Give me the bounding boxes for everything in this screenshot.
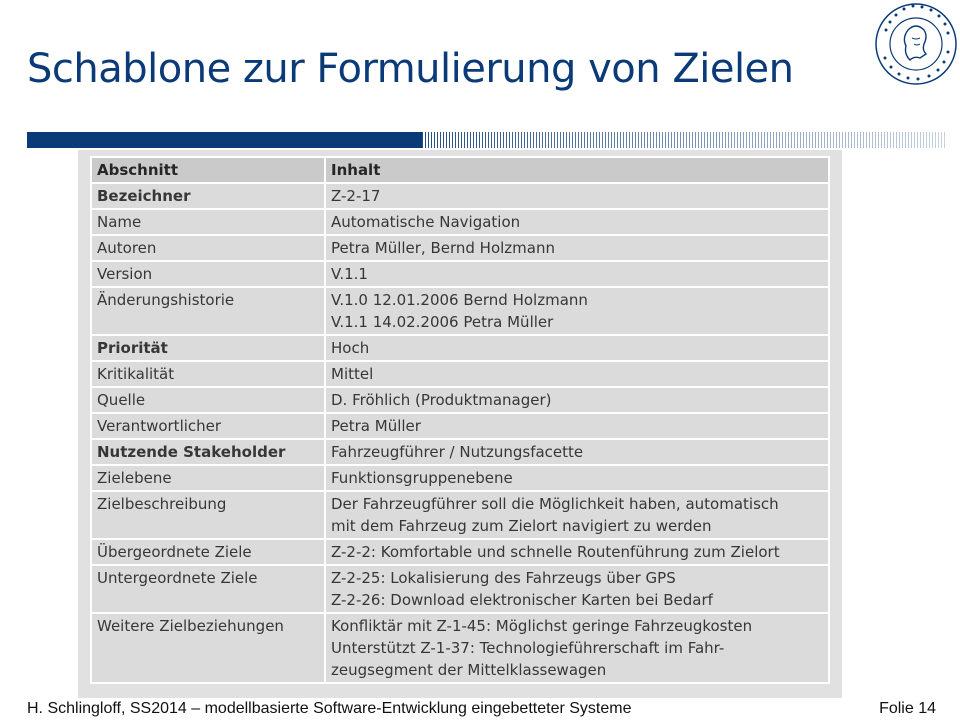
row-content: [325, 491, 829, 539]
table-row: [91, 387, 829, 413]
table-row: [91, 539, 829, 565]
row-content: [325, 235, 829, 261]
table-row: [91, 361, 829, 387]
row-content: [325, 209, 829, 235]
content-line: Funktionsgruppenebene: [331, 469, 513, 487]
row-label: Name: [91, 209, 325, 235]
content-line: Unterstützt Z-1-37: Technologieführerschaft im Fahr-: [331, 639, 725, 657]
content-line: V.1.0 12.01.2006 Bernd Holzmann: [331, 291, 588, 309]
row-content: [325, 183, 829, 209]
row-label: Quelle: [91, 387, 325, 413]
table-row: [91, 565, 829, 613]
header-divider: [27, 132, 947, 148]
row-label: Bezeichner: [91, 183, 325, 209]
content-line: Mittel: [331, 365, 374, 383]
table-row: [91, 413, 829, 439]
row-content: [325, 387, 829, 413]
row-content: [325, 335, 829, 361]
table-row: [91, 287, 829, 335]
content-line: Fahrzeugführer / Nutzungsfacette: [331, 443, 584, 461]
row-content: [325, 287, 829, 335]
content-line: Automatische Navigation: [331, 213, 521, 231]
row-label: Priorität: [91, 335, 325, 361]
row-label: Verantwortlicher: [91, 413, 325, 439]
table-row: [91, 261, 829, 287]
row-label: Untergeordnete Ziele: [91, 565, 325, 613]
content-line: Hoch: [331, 339, 370, 357]
row-label: Übergeordnete Ziele: [91, 539, 325, 565]
content-line: zeugsegment der Mittelklassewagen: [331, 661, 607, 679]
table-header-row: [91, 157, 829, 183]
university-seal-logo: [868, 0, 960, 92]
table-row: [91, 613, 829, 683]
table-row: [91, 439, 829, 465]
table-row: [91, 209, 829, 235]
content-line: V.1.1: [331, 265, 368, 283]
table-row: [91, 335, 829, 361]
scanned-goal-template: [78, 150, 842, 698]
content-line: Petra Müller: [331, 417, 421, 435]
row-content: [325, 361, 829, 387]
footer-text: H. Schlingloff, SS2014 – modellbasierte Software-Entwicklung eingebetteter Systeme: [27, 700, 632, 717]
goal-template-table: [90, 156, 830, 684]
content-line: mit dem Fahrzeug zum Zielort navigiert zu werden: [331, 517, 712, 535]
row-label: Zielbeschreibung: [91, 491, 325, 539]
row-label: Kritikalität: [91, 361, 325, 387]
row-label: Zielebene: [91, 465, 325, 491]
header-content: Inhalt: [325, 157, 829, 183]
page-number: Folie 14: [879, 700, 936, 717]
content-line: Z-2-17: [331, 187, 381, 205]
header-section: Abschnitt: [91, 157, 325, 183]
row-label: Weitere Zielbeziehungen: [91, 613, 325, 683]
table-row: [91, 465, 829, 491]
table-row: [91, 491, 829, 539]
content-line: Der Fahrzeugführer soll die Möglichkeit haben, automatisch: [331, 495, 779, 513]
content-line: D. Fröhlich (Produktmanager): [331, 391, 552, 409]
row-content: [325, 539, 829, 565]
row-content: [325, 261, 829, 287]
content-line: Konfliktär mit Z-1-45: Möglichst geringe Fahrzeugkosten: [331, 617, 753, 635]
row-content: [325, 613, 829, 683]
content-line: Z-2-2: Komfortable und schnelle Routenführung zum Zielort: [331, 543, 780, 561]
slide-title: Schablone zur Formulierung von Zielen: [27, 46, 794, 92]
table-row: [91, 183, 829, 209]
row-label: Version: [91, 261, 325, 287]
row-content: [325, 413, 829, 439]
content-line: Z-2-26: Download elektronischer Karten bei Bedarf: [331, 591, 713, 609]
row-label: Autoren: [91, 235, 325, 261]
row-label: Nutzende Stakeholder: [91, 439, 325, 465]
row-content: [325, 439, 829, 465]
content-line: V.1.1 14.02.2006 Petra Müller: [331, 313, 554, 331]
row-label: Änderungshistorie: [91, 287, 325, 335]
content-line: Z-2-25: Lokalisierung des Fahrzeugs über GPS: [331, 569, 676, 587]
row-content: [325, 565, 829, 613]
table-row: [91, 235, 829, 261]
content-line: Petra Müller, Bernd Holzmann: [331, 239, 555, 257]
row-content: [325, 465, 829, 491]
